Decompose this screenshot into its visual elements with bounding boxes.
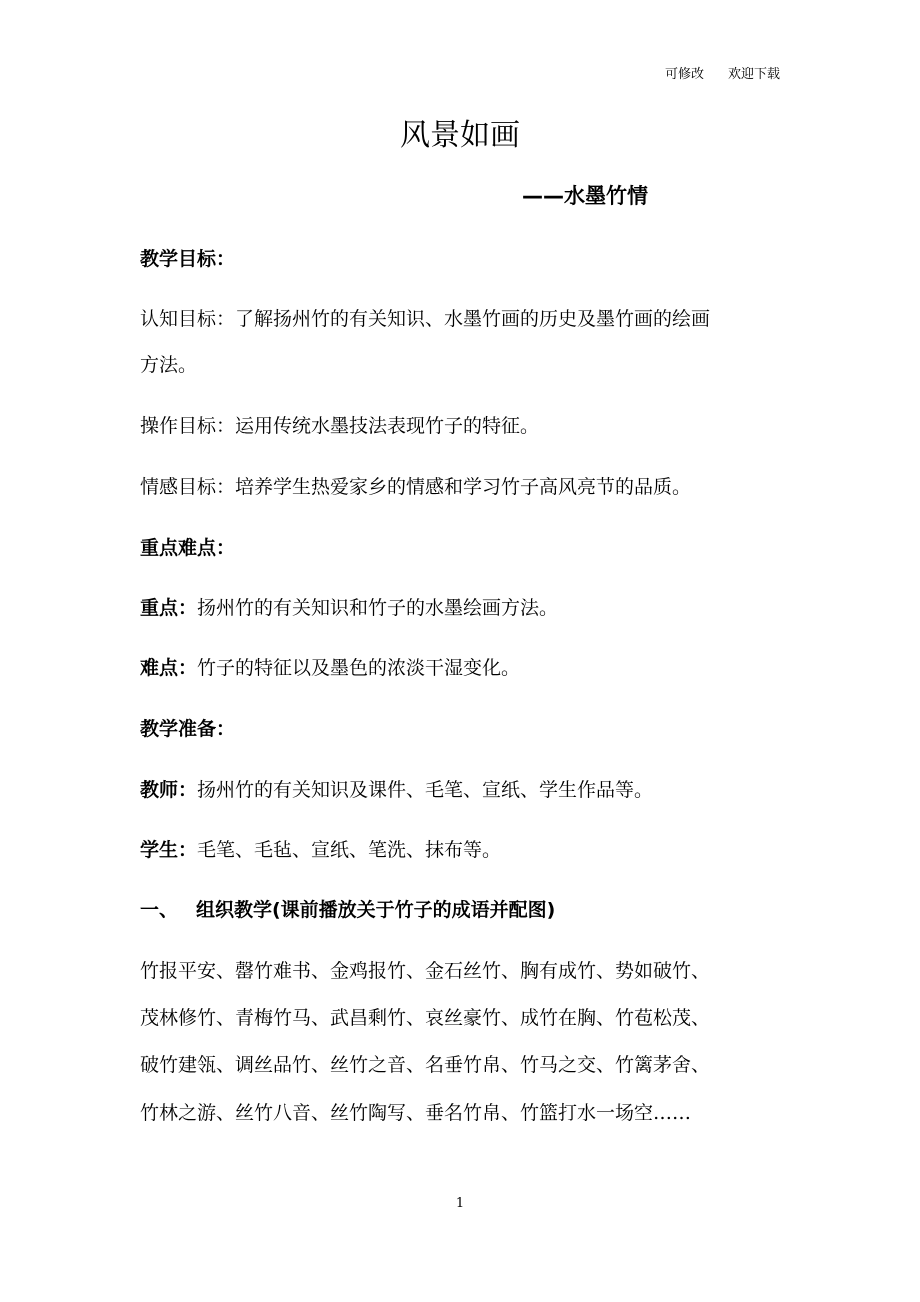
idiom-line: 茂林修竹、青梅竹马、武昌剩竹、哀丝豪竹、成竹在胸、竹苞松茂、 [140, 1007, 711, 1029]
key-point-label: 重点： [140, 597, 198, 619]
goal-emotion: 情感目标：培养学生热爱家乡的情感和学习竹子高风亮节的品质。 [140, 476, 692, 498]
document-subtitle: ——水墨竹情 [522, 184, 648, 208]
teacher-prep-text: 扬州竹的有关知识及课件、毛笔、宣纸、学生作品等。 [197, 779, 654, 801]
student-prep-label: 学生： [140, 839, 198, 861]
page-header [665, 66, 780, 84]
preparation-heading: 教学准备： [140, 718, 236, 740]
page-number: 1 [455, 1196, 465, 1211]
section-1-heading-line [140, 895, 790, 925]
difficult-point-text: 竹子的特征以及墨色的浓淡干湿变化。 [197, 657, 521, 679]
goals-heading: 教学目标： [140, 248, 236, 270]
idiom-line: 竹林之游、丝竹八音、丝竹陶写、垂名竹帛、竹篮打水一场空…… [140, 1102, 692, 1124]
goal-cognitive: 认知目标：了解扬州竹的有关知识、水墨竹画的历史及墨竹画的绘画 [140, 308, 711, 330]
student-prep-line [140, 835, 790, 865]
document-title: 风景如画 [400, 118, 520, 153]
header-download-note: 欢迎下载 [727, 67, 780, 82]
section-1-number: 一、 [140, 899, 179, 921]
key-point-line [140, 593, 790, 623]
difficult-point-line [140, 653, 790, 683]
teacher-prep-line [140, 775, 790, 805]
idiom-line: 竹报平安、罄竹难书、金鸡报竹、金石丝竹、胸有成竹、势如破竹、 [140, 960, 711, 982]
key-points-heading: 重点难点： [140, 537, 236, 559]
goal-operation: 操作目标：运用传统水墨技法表现竹子的特征。 [140, 415, 540, 437]
idiom-line: 破竹建瓴、调丝品竹、丝竹之音、名垂竹帛、竹马之交、竹篱茅舍、 [140, 1054, 711, 1076]
student-prep-text: 毛笔、毛毡、宣纸、笔洗、抹布等。 [197, 839, 502, 861]
goal-cognitive-continued: 方法。 [140, 354, 198, 376]
header-editable-note: 可修改 [664, 67, 704, 82]
teacher-prep-label: 教师： [140, 779, 198, 801]
section-1-heading: 组织教学(课前播放关于竹子的成语并配图) [196, 899, 556, 921]
difficult-point-label: 难点： [140, 657, 198, 679]
key-point-text: 扬州竹的有关知识和竹子的水墨绘画方法。 [197, 597, 559, 619]
